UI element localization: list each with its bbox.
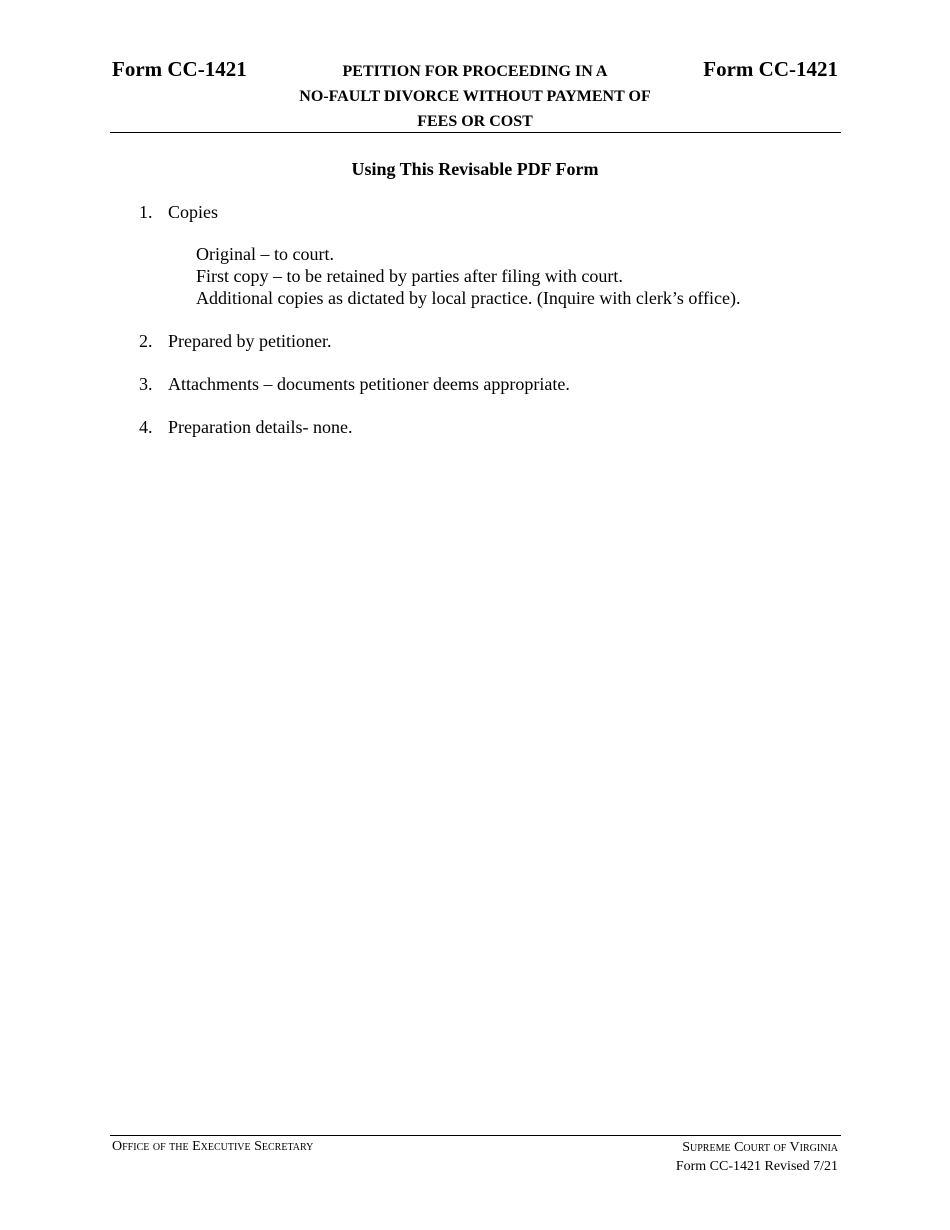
list-item-text: Attachments – documents petitioner deems appropriate. (168, 374, 570, 394)
footer-right-block (676, 1138, 838, 1176)
list-item-text: Preparation details- none. (168, 417, 353, 437)
footer-form-revision: Form CC-1421 Revised 7/21 (675, 1159, 838, 1174)
copies-detail-line: First copy – to be retained by parties after filing with court. (196, 266, 623, 286)
list-item-number: 3. (139, 374, 153, 394)
copies-detail-line: Original – to court. (196, 244, 334, 264)
list-item-preparation-details (139, 416, 859, 438)
form-title-line: NO-FAULT DIVORCE WITHOUT PAYMENT OF (299, 88, 651, 105)
form-title (235, 59, 715, 134)
list-item-number: 2. (139, 331, 153, 351)
form-id-right: Form CC-1421 (703, 57, 838, 81)
footer-office: Office of the Executive Secretary (112, 1139, 314, 1154)
form-title-line: FEES OR COST (417, 113, 533, 130)
list-item-attachments (139, 373, 859, 395)
form-id-left: Form CC-1421 (112, 57, 247, 81)
form-title-line: PETITION FOR PROCEEDING IN A (342, 63, 608, 80)
copies-details (168, 243, 859, 309)
list-item-text: Prepared by petitioner. (168, 331, 332, 351)
section-heading: Using This Revisable PDF Form (351, 159, 599, 179)
header-divider (110, 132, 841, 133)
list-item-prepared-by (139, 330, 859, 352)
instruction-list (139, 201, 859, 459)
list-item-text: Copies (168, 202, 219, 222)
list-item-number: 1. (139, 202, 153, 222)
footer-court: Supreme Court of Virginia (682, 1140, 838, 1155)
list-item-number: 4. (139, 417, 153, 437)
copies-detail-line: Additional copies as dictated by local practice. (Inquire with clerk’s office). (196, 288, 741, 308)
list-item-copies (139, 201, 859, 309)
footer-divider (110, 1135, 841, 1136)
